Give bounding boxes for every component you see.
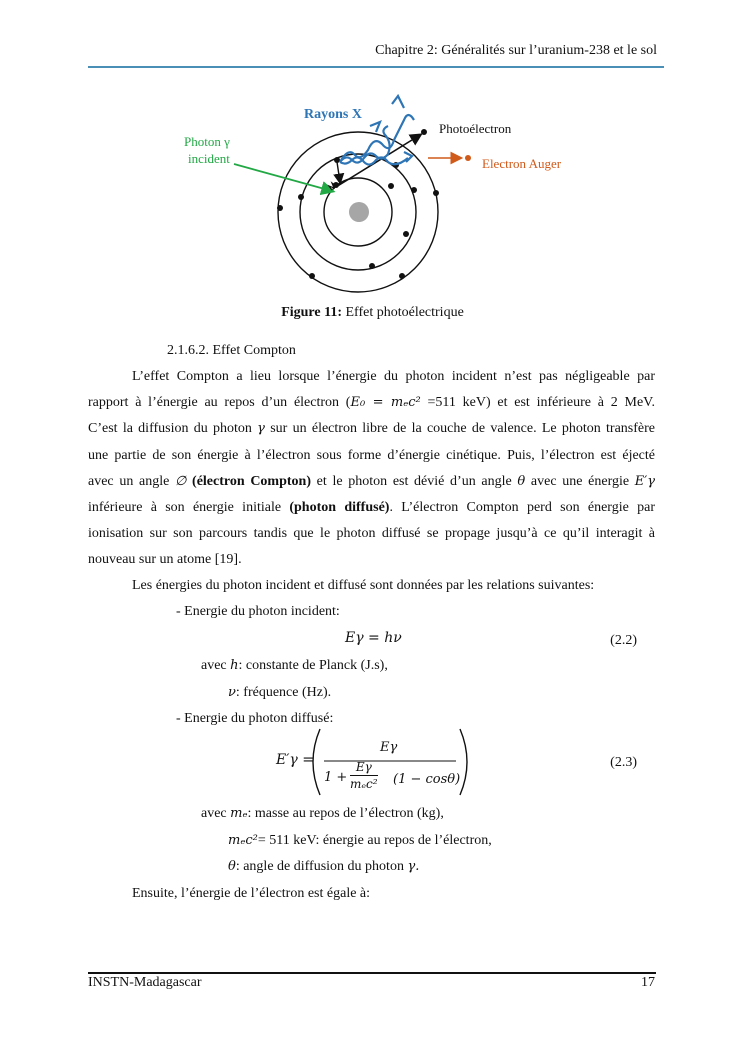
nu-line: [228, 685, 331, 701]
photoelectric-figure: [170, 90, 590, 300]
ensuite-line: Ensuite, l’énergie de l’électron est égale à:: [132, 886, 371, 901]
theta-gamma: γ.: [407, 859, 420, 874]
nucleus: [349, 202, 369, 222]
label-electron-auger: Electron Auger: [482, 156, 562, 171]
p1-l5-phi: ∅: [175, 473, 187, 489]
avec-label-2: avec: [201, 806, 231, 821]
p1-line-7: ionisation sur son parcours tandis que le photon diffusé se propage jusqu’à ce qu’il interagit à: [88, 526, 655, 542]
p1-l2b: =511 keV) et est inférieure à 2 MeV.: [420, 395, 655, 411]
paragraph-compton: [88, 364, 655, 574]
p1-line-3: [88, 416, 655, 442]
page-number: 17: [641, 975, 655, 990]
equation-number-2-2: (2.2): [610, 633, 637, 648]
theta-symbol: θ: [228, 859, 236, 874]
label-photon-gamma: Photon γ: [184, 134, 230, 149]
label-rayons-x: Rayons X: [304, 107, 362, 122]
footer-rule: [88, 972, 656, 974]
caption-label: Figure 11:: [281, 305, 342, 320]
eq2-den-cos: (1 − cosθ): [393, 772, 461, 787]
mec2-definition: = 511 keV: énergie au repos de l’électron,: [257, 833, 492, 848]
p1-l5a: avec un angle: [88, 473, 176, 489]
p1-line-4: une partie de son énergie à l’électron sous forme d’énergie cinétique. Puis, l’électron est éjecté: [88, 447, 655, 463]
p1-l3-gamma: γ: [257, 421, 265, 437]
p1-l3a: C’est la diffusion du photon: [88, 421, 258, 437]
nu-definition: : fréquence (Hz).: [235, 685, 332, 700]
me-definition: : masse au repos de l’électron (kg),: [247, 806, 444, 821]
p1-l3b: sur un électron libre de la couche de valence. Le photon transfère: [264, 421, 656, 437]
mec2-line: [228, 833, 492, 849]
me-symbol: mₑ: [230, 806, 248, 821]
avec-h-line: [201, 658, 388, 674]
eq2-den-one: 1 +: [324, 770, 348, 785]
label-incident: incident: [188, 151, 230, 166]
item-diffuse: - Energie du photon diffusé:: [176, 711, 334, 726]
incident-photon-arrow: [234, 164, 332, 191]
p1-l5-eg: E′γ: [634, 473, 655, 489]
eq2-den-fraction: [350, 760, 378, 791]
p1-l6-bold: (photon diffusé): [289, 500, 390, 516]
p1-l2-math: E₀ = mₑc²: [350, 395, 421, 411]
p1-l5b: et le photon est dévié d’un angle: [310, 473, 518, 489]
p1-line-8: nouveau sur un atome [19].: [88, 552, 242, 568]
eq2-inner-num: Eγ: [350, 760, 378, 776]
theta-line: [228, 859, 419, 875]
item-incident: - Energie du photon incident:: [176, 604, 340, 619]
h-definition: : constante de Planck (J.s),: [238, 658, 388, 673]
caption-text: Effet photoélectrique: [341, 305, 464, 320]
p1-line-2: [88, 390, 655, 416]
avec-label-1: avec: [201, 658, 231, 673]
header-rule: [88, 66, 664, 68]
eq2-inner-den: mₑc²: [350, 777, 378, 791]
p1-line-1: L’effet Compton a lieu lorsque l’énergie du photon incident n’est pas négligeable par: [132, 369, 655, 384]
mec2-symbol: mₑc²: [228, 833, 258, 848]
eq2-inner-fraction: [350, 760, 378, 791]
section-title: 2.1.6.2. Effet Compton: [167, 343, 296, 358]
theta-definition: : angle de diffusion du photon: [235, 859, 408, 874]
p1-l2a: rapport à l’énergie au repos d’un électron (: [88, 395, 351, 411]
avec-me-line: [201, 806, 444, 822]
p1-l5-bold: (électron Compton): [186, 473, 311, 489]
p1-line-6: [88, 495, 655, 521]
nu-symbol: ν: [228, 685, 236, 700]
p1-l6b: . L’électron Compton perd son énergie par: [389, 500, 655, 516]
eq2-lhs: E′γ =: [276, 752, 314, 768]
running-header: Chapitre 2: Généralités sur l’uranium-238 et le sol: [375, 43, 657, 58]
p1-l6a: inférieure à son énergie initiale: [88, 500, 290, 516]
eq2-numerator: Eγ: [380, 740, 398, 755]
label-photoelectron: Photoélectron: [439, 121, 512, 136]
p1-line-5: [88, 469, 655, 495]
equation-2-2: Eγ = hν: [345, 630, 402, 646]
energies-intro: Les énergies du photon incident et diffusé sont données par les relations suivantes:: [132, 578, 595, 593]
equation-number-2-3: (2.3): [610, 755, 637, 770]
p1-l5-theta: θ: [517, 473, 526, 489]
footer-institution: INSTN-Madagascar: [88, 975, 202, 990]
p1-l5c: avec une énergie: [525, 473, 635, 489]
h-symbol: h: [230, 658, 239, 673]
figure-caption: [0, 305, 745, 321]
